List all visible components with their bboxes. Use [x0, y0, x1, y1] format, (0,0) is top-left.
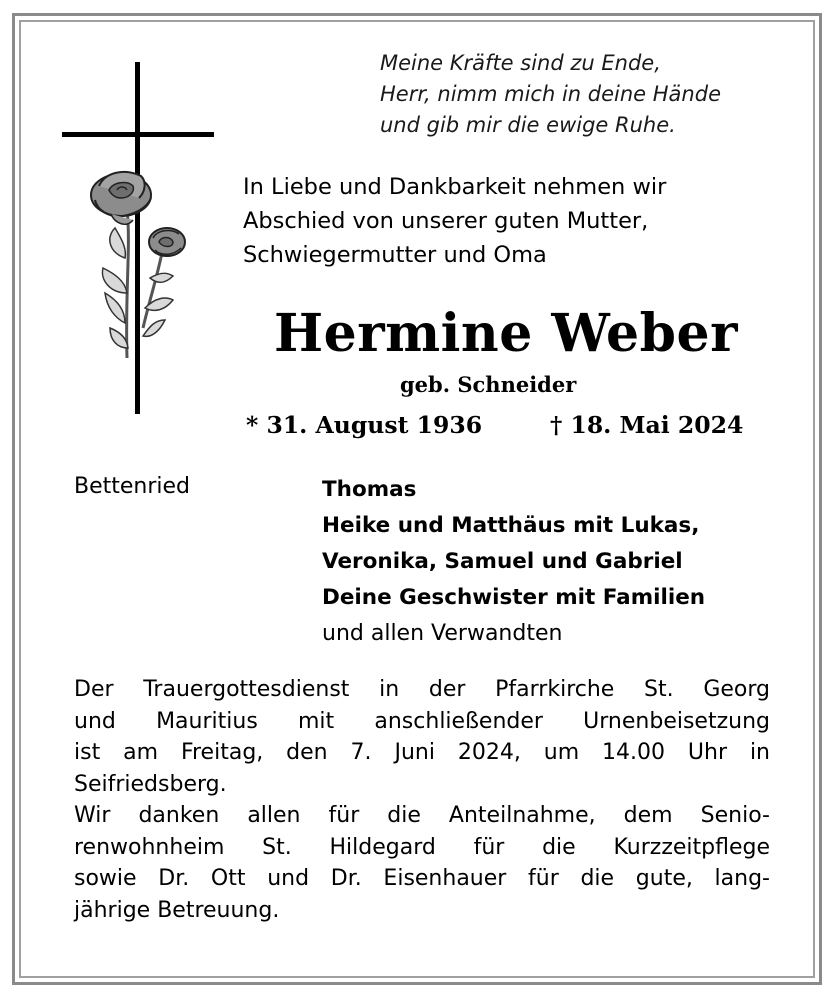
- mourner-line: Veronika, Samuel und Gabriel: [322, 549, 683, 574]
- mourner-line: Thomas: [322, 477, 417, 502]
- mourner-line: Deine Geschwister mit Familien: [322, 585, 706, 610]
- notice-line: ist am Freitag, den 7. Juni 2024, um 14.00 Uhr in: [74, 740, 770, 765]
- birth-name: geb. Schneider: [400, 372, 577, 397]
- deceased-name: Hermine Weber: [274, 303, 738, 364]
- mourner-line: Heike und Matthäus mit Lukas,: [322, 513, 700, 538]
- place: Bettenried: [74, 474, 191, 499]
- intro-line: Schwiegermutter und Oma: [243, 242, 547, 268]
- notice-line: renwohnheim St. Hildegard für die Kurzzeitpflege: [74, 834, 770, 860]
- notice-line: Seifriedsberg.: [74, 771, 227, 797]
- rose-icon: [91, 172, 151, 224]
- verse-line: Meine Kräfte sind zu Ende,: [380, 51, 661, 75]
- funeral-notice: [74, 674, 770, 926]
- intro-line: Abschied von unserer guten Mutter,: [243, 208, 649, 234]
- mourner-closing: und allen Verwandten: [322, 621, 563, 646]
- notice-line: Der Trauergottesdienst in der Pfarrkirche St. Georg: [74, 677, 770, 702]
- cross-vertical-bar: [135, 62, 140, 414]
- intro-text: [243, 170, 666, 272]
- verse-line: Herr, nimm mich in deine Hände: [380, 82, 721, 106]
- mourners: [322, 472, 705, 652]
- verse-line: und gib mir die ewige Ruhe.: [380, 113, 676, 137]
- death-date: † 18. Mai 2024: [550, 411, 744, 439]
- cross-horizontal-bar: [62, 132, 214, 137]
- notice-line: jährige Betreuung.: [74, 897, 280, 923]
- rose-icon: [149, 228, 185, 256]
- notice-line: sowie Dr. Ott und Dr. Eisenhauer für die gute, lang-: [74, 866, 770, 891]
- birth-date: * 31. August 1936: [246, 411, 483, 439]
- cross-with-roses-icon: [55, 58, 225, 418]
- intro-line: In Liebe und Dankbarkeit nehmen wir: [243, 174, 667, 200]
- verse: [380, 48, 721, 141]
- notice-line: Wir danken allen für die Anteilnahme, dem Senio-: [74, 803, 770, 828]
- notice-line: und Mauritius mit anschließender Urnenbeisetzung: [74, 708, 770, 734]
